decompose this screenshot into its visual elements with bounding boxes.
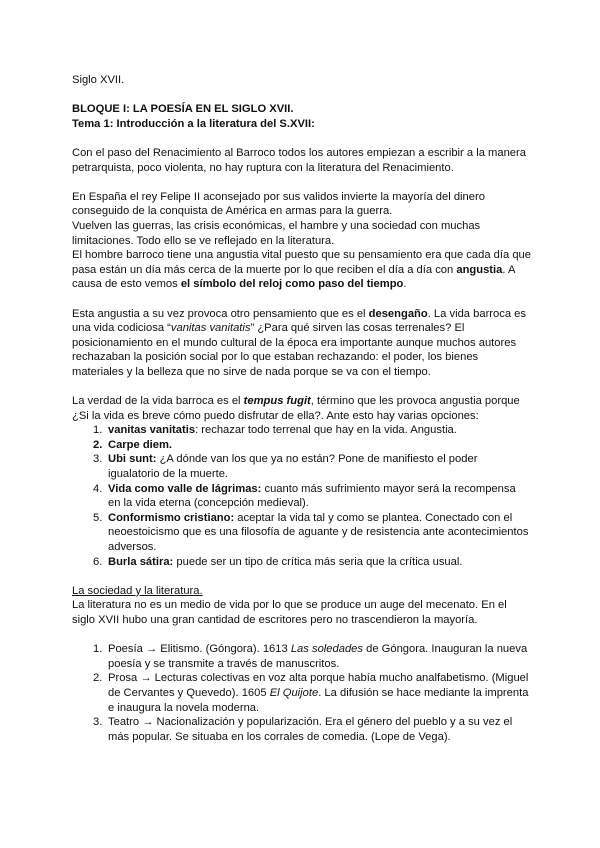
text-run: posicionamiento en el mundo cultural de la época era importante aunque muchos autores xyxy=(72,336,517,349)
text-run: una vida codiciosa “ xyxy=(72,322,171,335)
text-run: igualatorio de la muerte. xyxy=(108,468,229,481)
text-run: en la vida eterna (concepción medieval). xyxy=(108,497,309,510)
list-item xyxy=(72,482,542,497)
text-run: Teatro → Nacionalización y popularización. Era el género del pueblo y a su vez el xyxy=(108,716,513,729)
text-run: Las soledades xyxy=(290,643,363,656)
text-run: En España el rey Felipe II aconsejado por sus validos invierte la mayoría del dinero xyxy=(72,190,485,203)
text-run: poesía y se transmite a través de manuscritos. xyxy=(108,657,340,670)
text-run: Tema 1: Introducción a la literatura del S.XVII: xyxy=(72,117,315,130)
text-run: de Góngora. Inauguran la nueva xyxy=(362,643,528,656)
paragraph xyxy=(72,642,542,744)
text-line xyxy=(72,102,542,117)
text-line xyxy=(72,686,542,701)
text-run: BLOQUE I: LA POESÍA EN EL SIGLO XVII. xyxy=(72,103,294,116)
text-line xyxy=(72,730,542,745)
text-run: desengaño xyxy=(368,307,428,320)
text-line xyxy=(72,190,542,205)
text-run: La sociedad y la literatura. xyxy=(72,584,203,597)
text-run: . A xyxy=(502,263,516,276)
text-run: limitaciones. Todo ello se ve reflejado en la literatura. xyxy=(72,234,335,247)
text-run: : rechazar todo terrenal que hay en la vida. Angustia. xyxy=(195,424,457,437)
text-line xyxy=(72,204,542,219)
text-line xyxy=(72,307,542,322)
text-line xyxy=(72,336,542,351)
list-item xyxy=(72,423,542,438)
text-run: Vida como valle de lágrimas: xyxy=(108,482,262,495)
text-line xyxy=(72,525,542,540)
list-item xyxy=(72,671,542,686)
list-item xyxy=(72,715,542,730)
text-run: . La vida barroca es xyxy=(427,307,526,320)
paragraph xyxy=(72,307,542,380)
text-run: Prosa → Lecturas colectivas en voz alta porque había mucho analfabetismo. (Miguel xyxy=(108,672,529,685)
text-line xyxy=(72,365,542,380)
list-item xyxy=(72,452,542,467)
list-item xyxy=(72,555,542,570)
text-line xyxy=(72,248,542,263)
list-number: 1. xyxy=(93,643,103,656)
text-run: e inaugura la novela moderna. xyxy=(108,701,260,714)
text-run: rechazaban la posición social por lo que estaban rechazando: el poder, los bienes xyxy=(72,351,479,364)
text-run: siglo XVII hubo una gran cantidad de escritores pero no trascendieron la mayoría. xyxy=(72,613,478,626)
text-line xyxy=(72,701,542,716)
text-run: ” ¿Para qué sirven las cosas terrenales? El xyxy=(250,322,465,335)
list-number: 2. xyxy=(93,672,103,685)
text-run: , término que les provoca angustia porque xyxy=(310,395,520,408)
text-run: . xyxy=(403,278,407,291)
text-run: angustia xyxy=(456,263,503,276)
text-run: Con el paso del Renacimiento al Barroco todos los autores empiezan a escribir a la manera xyxy=(72,146,526,159)
text-run: ¿Si la vida es breve cómo puedo disfrutar de ella?. Ante esto hay varias opciones: xyxy=(72,409,479,422)
text-line xyxy=(72,161,542,176)
text-run: petrarquista, poco violenta, no hay ruptura con la literatura del Renacimiento. xyxy=(72,161,454,174)
text-line xyxy=(72,613,542,628)
text-run: adversos. xyxy=(108,541,157,553)
text-run: ¿A dónde van los que ya no están? Pone de manifiesto el poder xyxy=(156,453,478,466)
text-line xyxy=(72,496,542,511)
document-page xyxy=(72,73,542,759)
text-line xyxy=(72,598,542,613)
paragraph xyxy=(72,394,542,569)
text-run: La literatura no es un medio de vida por lo que se produce un auge del mecenato. En el xyxy=(72,599,507,612)
text-run: El hombre barroco tiene una angustia vital puesto que su pensamiento era que cada día que xyxy=(72,249,531,262)
text-run: aceptar la vida tal y como se plantea. Conectado con el xyxy=(234,511,513,524)
text-line xyxy=(72,146,542,161)
text-run: más popular. Se situaba en los corrales de comedia. (Lope de Vega). xyxy=(108,730,451,743)
text-line xyxy=(72,263,542,278)
text-line xyxy=(72,409,542,424)
text-line xyxy=(72,584,542,599)
list-number: 3. xyxy=(93,716,103,729)
text-run: La verdad de la vida barroca es el xyxy=(72,395,244,408)
list-item xyxy=(72,511,542,526)
list-number: 3. xyxy=(93,453,103,466)
text-line xyxy=(72,321,542,336)
list-number: 6. xyxy=(93,555,103,568)
text-line xyxy=(72,73,542,88)
list-number: 1. xyxy=(93,424,103,437)
text-run: vanitas vanitatis xyxy=(170,322,251,335)
text-run: pasa están un día más cerca de la muerte por lo que reciben el día a día con xyxy=(72,263,457,276)
text-line xyxy=(72,277,542,292)
list-item xyxy=(72,642,542,657)
list-number: 5. xyxy=(93,511,103,524)
paragraph xyxy=(72,584,542,628)
text-run: cuanto más sufrimiento mayor será la recompensa xyxy=(261,482,516,495)
text-line xyxy=(72,657,542,672)
text-line xyxy=(72,234,542,249)
text-run: Esta angustia a su vez provoca otro pensamiento que es el xyxy=(72,307,369,320)
text-run: causa de esto vemos xyxy=(72,278,181,291)
paragraph xyxy=(72,73,542,88)
text-run: conseguido de la conquista de América en armas para la guerra. xyxy=(72,205,393,218)
text-run: materiales y la belleza que no sirve de nada porque se va con el tiempo. xyxy=(72,365,431,378)
text-run: El Quijote xyxy=(269,686,319,699)
paragraph xyxy=(72,102,542,131)
text-run: el símbolo del reloj como paso del tiempo xyxy=(180,278,404,291)
list-number: 2. xyxy=(93,438,103,451)
text-run: vanitas vanitatis xyxy=(108,424,196,437)
text-run: Vuelven las guerras, las crisis económicas, el hambre y una sociedad con muchas xyxy=(72,219,481,232)
text-run: tempus fugit xyxy=(243,395,311,408)
text-run: Conformismo cristiano: xyxy=(108,511,235,524)
text-run: Poesía → Elitismo. (Góngora). 1613 xyxy=(108,643,291,656)
text-line xyxy=(72,219,542,234)
text-run: puede ser un tipo de crítica más seria que la crítica usual. xyxy=(173,555,463,568)
text-run: Siglo XVII. xyxy=(72,74,125,86)
text-line xyxy=(72,467,542,482)
text-run: Ubi sunt: xyxy=(108,453,157,466)
list-number: 4. xyxy=(93,482,103,495)
paragraph xyxy=(72,146,542,175)
text-line xyxy=(72,117,542,132)
list-item xyxy=(72,438,542,453)
text-run: Carpe diem. xyxy=(108,438,173,451)
text-run: . La difusión se hace mediante la imprenta xyxy=(318,686,529,699)
text-run: de Cervantes y Quevedo). 1605 xyxy=(108,686,270,699)
text-run: neoestoicismo que es una filosofía de aguante y de resistencia ante acontecimientos xyxy=(108,526,529,539)
text-run: Burla sátira: xyxy=(108,555,174,568)
text-line xyxy=(72,350,542,365)
text-line xyxy=(72,394,542,409)
text-line xyxy=(72,540,542,555)
paragraph xyxy=(72,190,542,292)
